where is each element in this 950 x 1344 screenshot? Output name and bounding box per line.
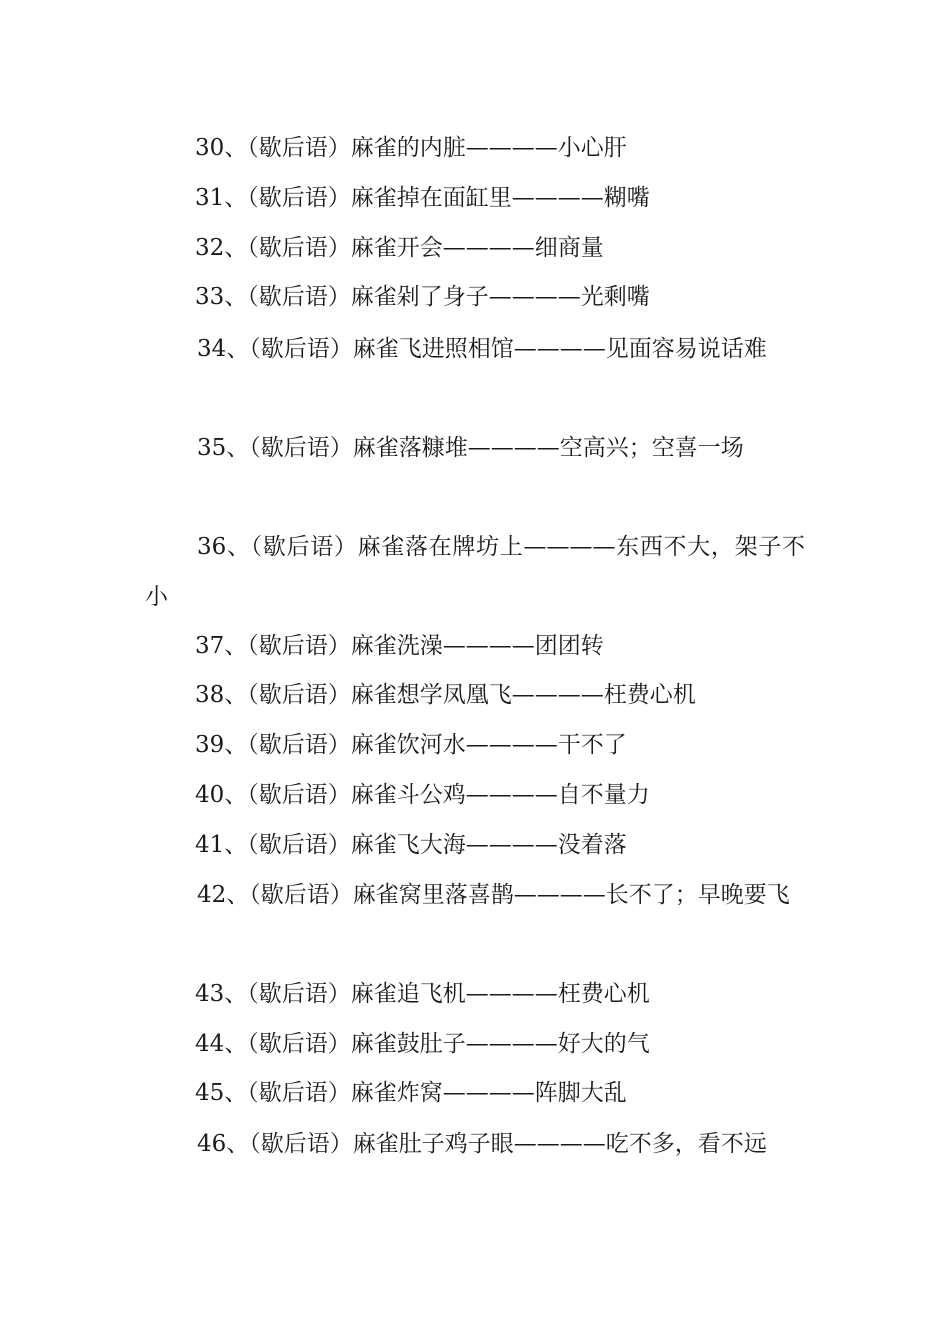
proverb-entry: 31、（歇后语）麻雀掉在面缸里————糊嘴 (195, 185, 650, 211)
proverb-entry: 35、（歇后语）麻雀落糠堆————空高兴；空喜一场 (197, 435, 744, 461)
proverb-entry: 40、（歇后语）麻雀斗公鸡————自不量力 (195, 782, 650, 808)
proverb-entry: 38、（歇后语）麻雀想学凤凰飞————枉费心机 (195, 682, 696, 708)
proverb-entry: 44、（歇后语）麻雀鼓肚子————好大的气 (195, 1031, 650, 1057)
proverb-entry: 45、（歇后语）麻雀炸窝————阵脚大乱 (195, 1080, 627, 1106)
proverb-entry: 43、（歇后语）麻雀追飞机————枉费心机 (195, 981, 650, 1007)
proverb-entry: 46、（歇后语）麻雀肚子鸡子眼————吃不多，看不远 (197, 1131, 767, 1157)
proverb-entry: 30、（歇后语）麻雀的内脏————小心肝 (195, 135, 627, 161)
proverb-entry: 32、（歇后语）麻雀开会————细商量 (195, 235, 604, 261)
proverb-entry: 33、（歇后语）麻雀剁了身子————光剩嘴 (195, 284, 650, 310)
proverb-entry: 41、（歇后语）麻雀飞大海————没着落 (195, 832, 627, 858)
proverb-entry: 42、（歇后语）麻雀窝里落喜鹊————长不了；早晚要飞 (197, 882, 790, 908)
proverb-entry: 36、（歇后语）麻雀落在牌坊上————东西不大，架子不小 (145, 534, 805, 610)
proverb-entry: 39、（歇后语）麻雀饮河水————干不了 (195, 732, 627, 758)
proverb-entry: 37、（歇后语）麻雀洗澡————团团转 (195, 633, 604, 659)
proverb-entry: 34、（歇后语）麻雀飞进照相馆————见面容易说话难 (197, 336, 767, 362)
